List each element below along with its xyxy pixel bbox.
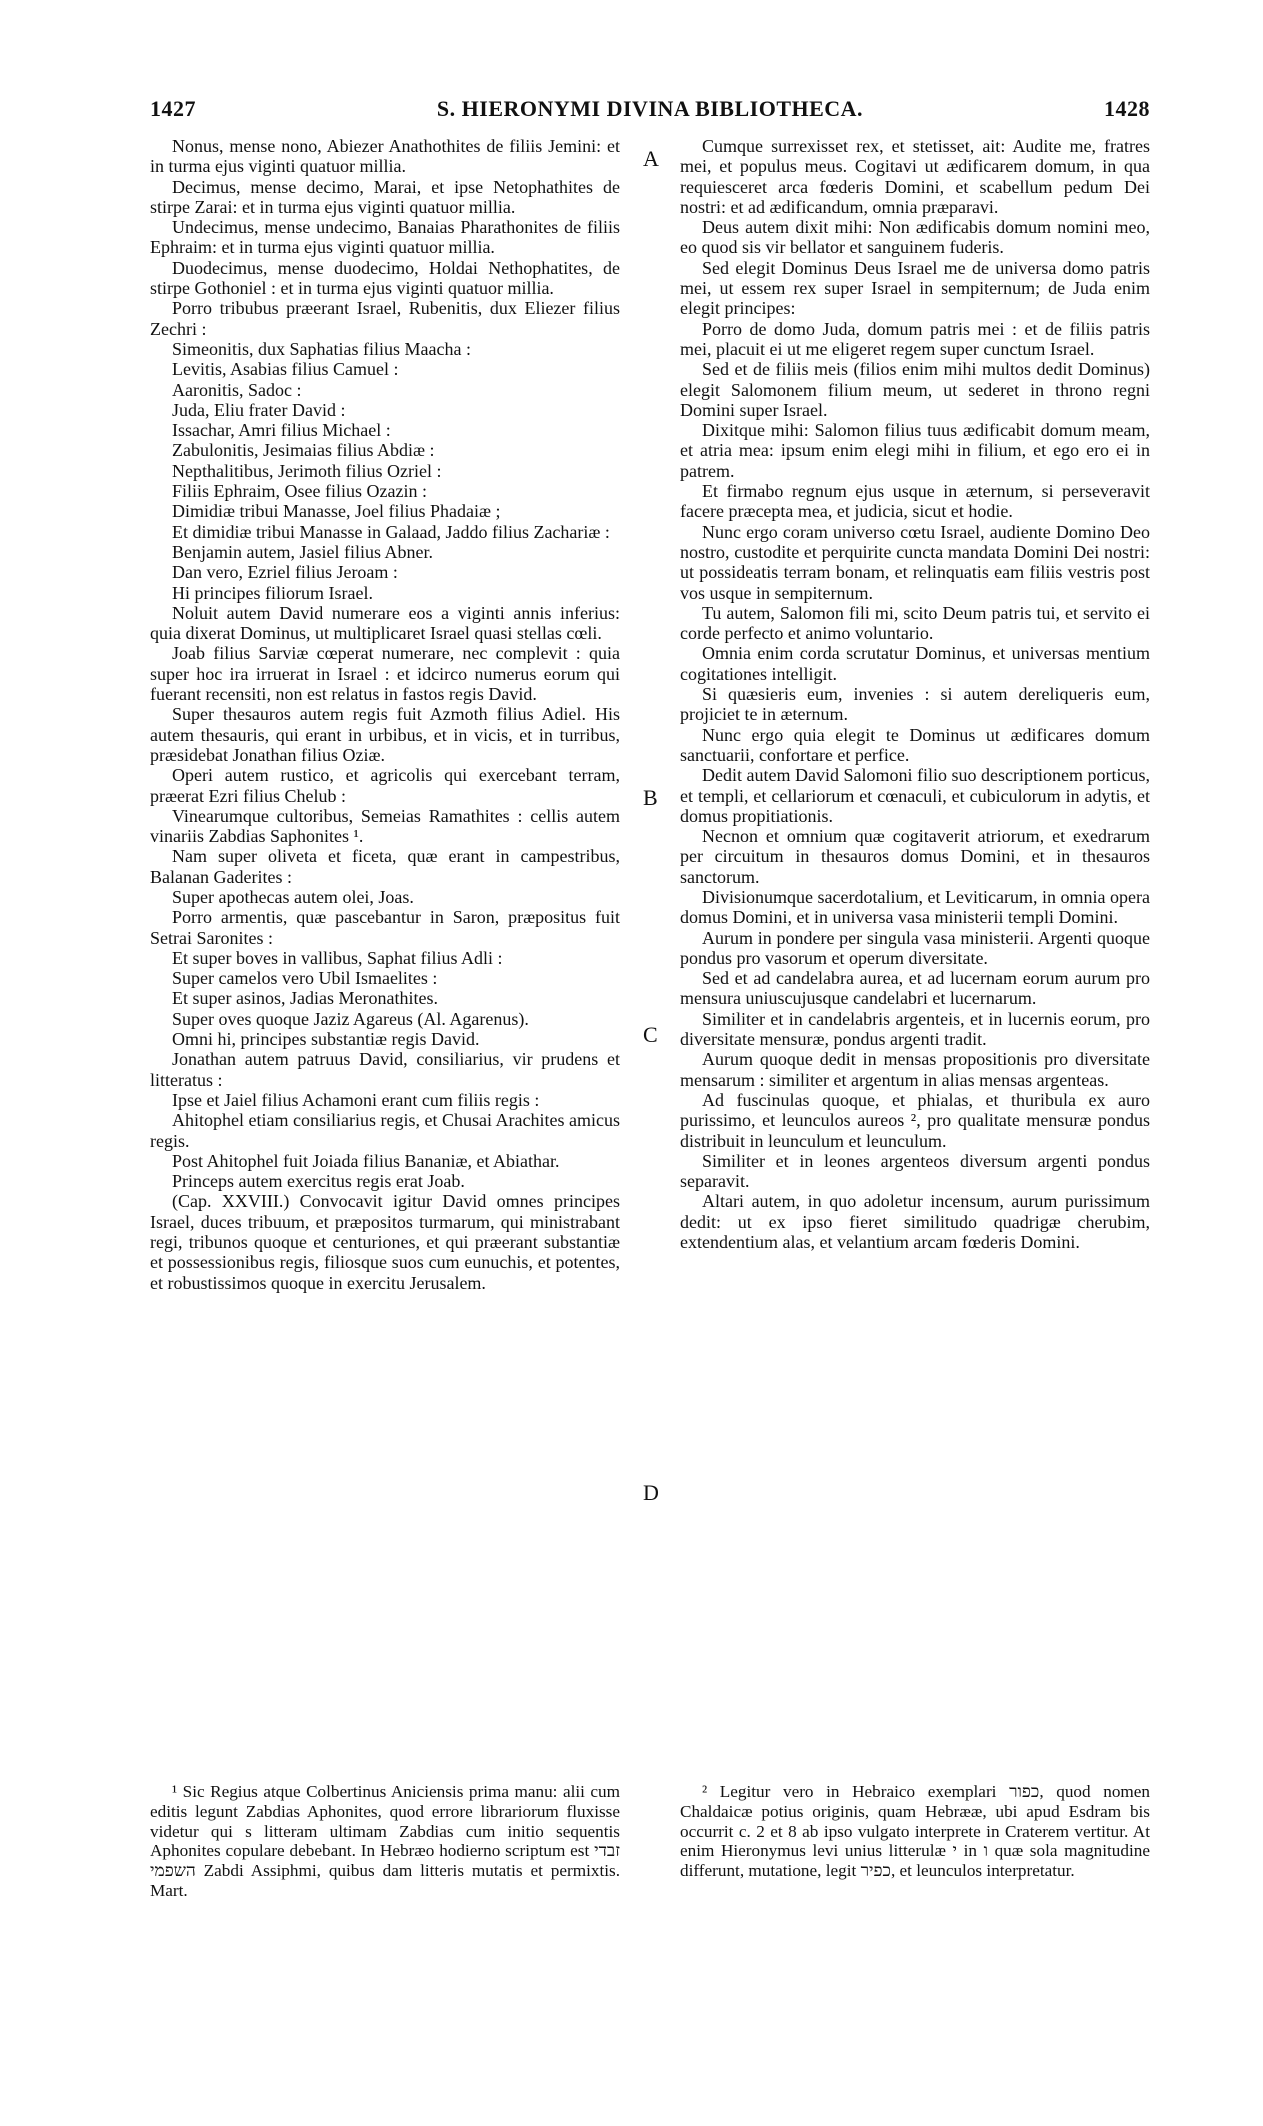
paragraph: Aurum in pondere per singula vasa ministerii. Argenti quoque pondus pro vasorum et operum diversitate. xyxy=(680,927,1150,968)
paragraph: Sed et ad candelabra aurea, et ad lucernam eorum aurum pro mensura uniuscujusque candelabri et lucernarum. xyxy=(680,968,1150,1009)
paragraph: Porro armentis, quæ pascebantur in Saron, præpositus fuit Setrai Saronites : xyxy=(150,907,620,948)
paragraph: Nam super oliveta et ficeta, quæ erant in campestribus, Balanan Gaderites : xyxy=(150,846,620,887)
paragraph: Hi principes filiorum Israel. xyxy=(172,582,373,603)
paragraph: Decimus, mense decimo, Marai, et ipse Netophathites de stirpe Zarai: et in turma ejus viginti quatuor millia. xyxy=(150,176,620,217)
paragraph: Issachar, Amri filius Michael : xyxy=(172,420,391,441)
paragraph: Ipse et Jaiel filius Achamoni erant cum filiis regis : xyxy=(172,1089,540,1110)
left-column xyxy=(150,136,620,1293)
paragraph: Super camelos vero Ubil Ismaelites : xyxy=(172,968,438,989)
paragraph: Nonus, mense nono, Abiezer Anathothites de filiis Jemini: et in turma ejus viginti quatuor millia. xyxy=(150,136,620,177)
paragraph: Deus autem dixit mihi: Non ædificabis domum nomini meo, eo quod sis vir bellator et sanguinem fuderis. xyxy=(680,217,1150,258)
footnote-text: ² Legitur vero in Hebraico exemplari כפור, quod nomen Chaldaicæ potius originis, quam Hebrææ, ubi apud Esdram bis occurrit c. 2 et 8 ab ipso vulgato interprete in Craterem vertitur. At enim Hieronymus levi unius litterulæ י in ו quæ sola magnitudine differunt, mutatione, legit כפיר, et leunculos interpretatur. xyxy=(680,1782,1150,1881)
paragraph: Sed elegit Dominus Deus Israel me de universa domo patris mei, ut essem rex super Israel in sempiternum; de Juda enim elegit principes: xyxy=(680,257,1150,319)
paragraph: Super thesauros autem regis fuit Azmoth filius Adiel. His autem thesauris, qui erant in urbibus, et in vicis, et in turribus, præsidebat Jonathan filius Oziæ. xyxy=(150,704,620,765)
paragraph: Vinearumque cultoribus, Semeias Ramathites : cellis autem vinariis Zabdias Saphonites ¹. xyxy=(150,805,620,847)
paragraph: Aaronitis, Sadoc : xyxy=(172,379,302,400)
paragraph: Altari autem, in quo adoletur incensum, aurum purissimum dedit: ut ex ipso fieret similitudo quadrigæ cherubim, extendentium alas, et velantium arcam fœderis Domini. xyxy=(680,1191,1150,1253)
paragraph: Super oves quoque Jaziz Agareus (Al. Agarenus). xyxy=(172,1008,529,1029)
paragraph: Si quæsieris eum, invenies : si autem dereliqueris eum, projiciet te in æternum. xyxy=(680,684,1150,725)
right-column xyxy=(680,136,1150,1252)
paragraph: Ad fuscinulas quoque, et phialas, et thuribula ex auro purissimo, et leunculos aureos ², pro qualitate mensuræ pondus distribuit in leunculum et leunculum. xyxy=(680,1089,1150,1151)
page-number-right: 1428 xyxy=(1104,96,1150,121)
paragraph: Dan vero, Ezriel filius Jeroam : xyxy=(172,562,398,583)
paragraph: Filiis Ephraim, Osee filius Ozazin : xyxy=(172,481,427,502)
paragraph: Similiter et in leones argenteos diversum argenti pondus separavit. xyxy=(680,1150,1150,1192)
paragraph: Undecimus, mense undecimo, Banaias Pharathonites de filiis Ephraim: et in turma ejus viginti quatuor millia. xyxy=(150,217,620,258)
footnote-right xyxy=(680,1782,1150,1881)
paragraph: Post Ahitophel fuit Joiada filius Bananiæ, et Abiathar. xyxy=(172,1150,560,1171)
paragraph: Dimidiæ tribui Manasse, Joel filius Phadaiæ ; xyxy=(172,501,501,522)
paragraph: Omni hi, principes substantiæ regis David. xyxy=(172,1029,480,1050)
paragraph: Duodecimus, mense duodecimo, Holdai Nethophatites, de stirpe Gothoniel : et in turma ejus viginti quatuor millia. xyxy=(150,257,620,299)
paragraph: Nepthalitibus, Jerimoth filius Ozriel : xyxy=(172,460,442,481)
paragraph: Et firmabo regnum ejus usque in æternum, si perseveravit facere præcepta mea, et judicia, sicut et hodie. xyxy=(680,481,1150,522)
paragraph: Noluit autem David numerare eos a viginti annis inferius: quia dixerat Dominus, ut multiplicaret Israel quasi stellas cœli. xyxy=(150,602,620,644)
paragraph: Operi autem rustico, et agricolis qui exercebant terram, præerat Ezri filius Chelub : xyxy=(150,765,620,806)
paragraph: Dixitque mihi: Salomon filius tuus ædificabit domum meam, et atria mea: ipsum enim elegi mihi in filium, et ego ero ei in patrem. xyxy=(680,420,1150,481)
paragraph: Similiter et in candelabris argenteis, et in lucernis eorum, pro diversitate mensuræ, pondus argenti tradit. xyxy=(680,1008,1150,1050)
paragraph: Nunc ergo coram universo cœtu Israel, audiente Domino Deo nostro, custodite et perquirite cuncta mandata Domini Dei nostri: ut possideatis terram bonam, et relinquatis eam filiis vestris post vos usque in sempiternum. xyxy=(680,521,1150,603)
footnote-left xyxy=(150,1782,620,1901)
paragraph: Simeonitis, dux Saphatias filius Maacha : xyxy=(172,338,471,359)
paragraph: Porro tribubus præerant Israel, Rubenitis, dux Eliezer filius Zechri : xyxy=(150,298,620,339)
paragraph: Tu autem, Salomon fili mi, scito Deum patris tui, et servito ei corde perfecto et animo voluntario. xyxy=(680,602,1150,644)
paragraph: Divisionumque sacerdotalium, et Leviticarum, in omnia opera domus Domini, et in universa vasa ministerii templi Domini. xyxy=(680,886,1150,928)
paragraph: Et super asinos, Jadias Meronathites. xyxy=(172,988,438,1009)
paragraph: Super apothecas autem olei, Joas. xyxy=(172,886,414,907)
paragraph: Levitis, Asabias filius Camuel : xyxy=(172,359,399,380)
paragraph: Sed et de filiis meis (filios enim mihi multos dedit Dominus) elegit Salomonem filium meum, ut sederet in throno regni Domini super Israel. xyxy=(680,359,1150,420)
paragraph: Necnon et omnium quæ cogitaverit atriorum, et exedrarum per circuitum in thesauros domus Domini, et in thesauros sanctorum. xyxy=(680,826,1150,887)
footnote-text: ¹ Sic Regius atque Colbertinus Aniciensis prima manu: alii cum editis legunt Zabdias Aphonites, quod errore librariorum fluxisse videtur qui s litteram ultimam Zabdias cum initio sequentis Aphonites copulare debebant. In Hebræo hodierno scriptum est זבדי השפמי Zabdi Assiphmi, quibus dam litteris mutatis et permixtis. Mart. xyxy=(150,1782,620,1900)
paragraph: Cumque surrexisset rex, et stetisset, ait: Audite me, fratres mei, et populus meus. Cogitavi ut ædificarem domum, in qua requiesceret arca fœderis Domini, et scabellum pedum Dei nostri: et ad ædificandum, omnia præparavi. xyxy=(680,136,1150,217)
paragraph: Juda, Eliu frater David : xyxy=(172,399,346,420)
paragraph: Et dimidiæ tribui Manasse in Galaad, Jaddo filius Zachariæ : xyxy=(172,521,610,542)
page-number-left: 1427 xyxy=(150,96,196,121)
paragraph: Et super boves in vallibus, Saphat filius Adli : xyxy=(172,947,503,968)
paragraph: Jonathan autem patruus David, consiliarius, vir prudens et litteratus : xyxy=(150,1049,620,1090)
margin-letter-c: C xyxy=(643,1022,658,1047)
paragraph: Dedit autem David Salomoni filio suo descriptionem porticus, et templi, et cellariorum et cœnaculi, et cubiculorum in adytis, et domus propitiationis. xyxy=(680,765,1150,826)
paragraph: Benjamin autem, Jasiel filius Abner. xyxy=(172,541,433,562)
paragraph: Porro de domo Juda, domum patris mei : et de filiis patris mei, placuit ei ut me eligeret regem super cunctum Israel. xyxy=(680,318,1150,359)
paragraph: Omnia enim corda scrutatur Dominus, et universas mentium cogitationes intelligit. xyxy=(680,643,1150,684)
paragraph: (Cap. XXVIII.) Convocavit igitur David omnes principes Israel, duces tribuum, et præpositos turmarum, qui ministrabant regi, tribunos quoque et centuriones, et qui præerant substantiæ et possessionibus regis, filiosque suos cum eunuchis, et potentes, et robustissimos quoque in exercitu Jerusalem. xyxy=(150,1191,620,1293)
margin-letter-d: D xyxy=(643,1480,659,1505)
paragraph: Aurum quoque dedit in mensas propositionis pro diversitate mensarum : similiter et argentum in alias mensas argenteas. xyxy=(680,1049,1150,1090)
paragraph: Zabulonitis, Jesimaias filius Abdiæ : xyxy=(172,440,435,461)
margin-letter-b: B xyxy=(643,785,658,810)
paragraph: Princeps autem exercitus regis erat Joab. xyxy=(172,1171,465,1192)
margin-letter-a: A xyxy=(643,146,659,171)
running-header xyxy=(150,96,1150,132)
page-title: S. HIERONYMI DIVINA BIBLIOTHECA. xyxy=(436,96,864,121)
paragraph: Joab filius Sarviæ cœperat numerare, nec complevit : quia super hoc ira irruerat in Israel : et idcirco numerus eorum qui fuerant recensiti, non est relatus in fastos regis David. xyxy=(150,643,620,705)
paragraph: Ahitophel etiam consiliarius regis, et Chusai Arachites amicus regis. xyxy=(150,1110,620,1151)
paragraph: Nunc ergo quia elegit te Dominus ut ædificares domum sanctuarii, confortare et perfice. xyxy=(680,724,1150,765)
